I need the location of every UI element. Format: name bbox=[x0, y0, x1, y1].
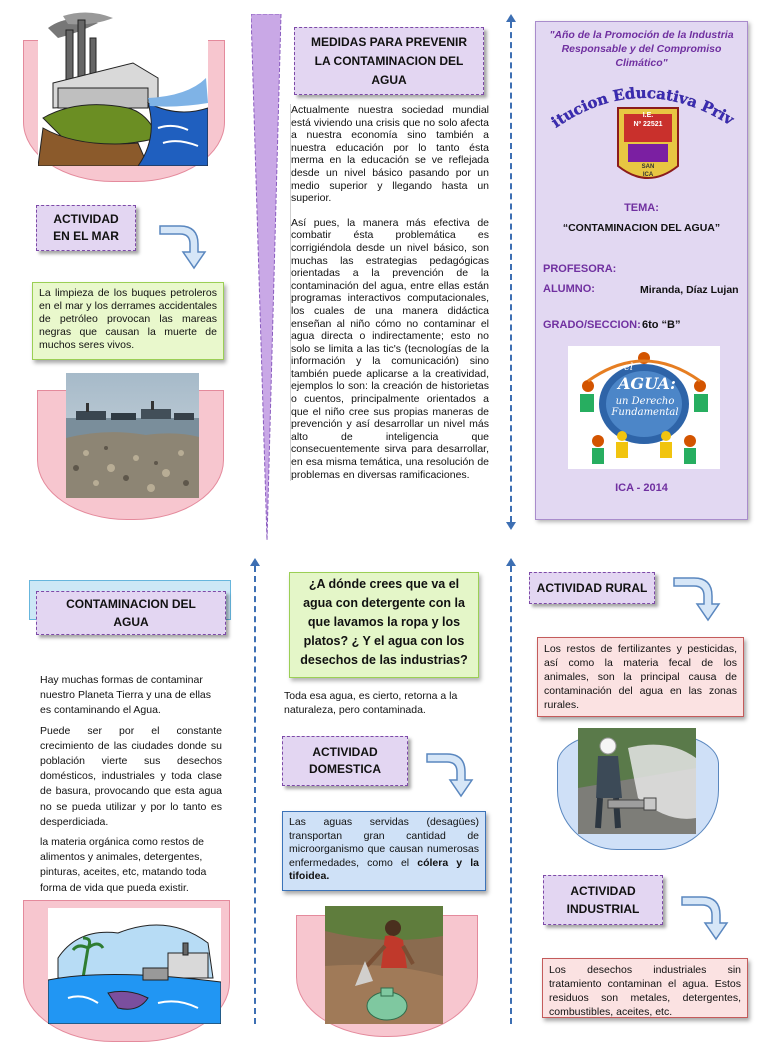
curved-arrow-icon bbox=[158, 222, 208, 272]
year-motto: "Año de la Promoción de la Industria Responsable y del Compromiso Climático" bbox=[549, 29, 734, 69]
industrial-text: Los desechos industriales sin tratamiento contaminan el agua. Estos residuos son metales, detergentes, combustibles, aceites, etc. bbox=[549, 964, 741, 1018]
medidas-para2: Así pues, la manera más efectiva de combatir ésta problemática es corrigiéndola desde un nivel básico, son muchas las estrategias pedagógicas orientadas a la prevención de la contaminación del agua, entre ellas están programas interactivos computacionales, los cuales de una manera didáctica enseñan al niño cómo no contaminar el agua directa o indirectamente; esto no solo se limita a las tic's (tecnologías de la información y la comunicación) sino también puede aplicarse a la creatividad, ejemplos lo son: la creación de historietas o cuentos, principalmente orientados a que el niño cree sus propias maneras de prevención y así desarrollar un nivel más alto de inteligencia que consecuentemente sirva para desarrollar, en esa misma temática, una resolución de problemas en diversas ramificaciones. bbox=[291, 216, 489, 481]
rural-text-box bbox=[537, 637, 744, 717]
curved-arrow-icon bbox=[425, 750, 475, 800]
industrial-text-box bbox=[542, 958, 748, 1018]
divider-arrow-down bbox=[506, 522, 516, 530]
school-crest bbox=[616, 106, 680, 190]
answer-text: Toda esa agua, es cierto, retorna a la naturaleza, pero contaminada. bbox=[284, 690, 458, 716]
tema-value: “CONTAMINACION DEL AGUA” bbox=[562, 222, 721, 234]
actividad-mar-title: ACTIVIDAD EN EL MAR bbox=[36, 205, 136, 251]
alumno-value: Miranda, Díaz Lujan bbox=[640, 284, 739, 296]
domestica-bold: cólera y la tifoidea. bbox=[289, 856, 480, 882]
grado-label: GRADO/SECCION: bbox=[543, 319, 641, 331]
medidas-title: MEDIDAS PARA PREVENIR LA CONTAMINACION DEL AGUA bbox=[294, 27, 484, 95]
crest-line3: SAN bbox=[641, 164, 655, 170]
grado-value: 6to “B” bbox=[642, 319, 681, 331]
bottom-divider-right bbox=[510, 566, 512, 1024]
bottom-divider-left bbox=[254, 566, 256, 1024]
contaminacion-p1: Hay muchas formas de contaminar nuestro Planeta Tierra y una de ellas es contaminando el Agua. bbox=[40, 674, 212, 717]
top-divider-right bbox=[510, 22, 512, 522]
poster-agua: AGUA: bbox=[618, 374, 676, 393]
curved-arrow-icon bbox=[672, 574, 722, 624]
crest-line4: ICA bbox=[642, 172, 654, 178]
contaminacion-body bbox=[40, 673, 222, 896]
question-box bbox=[289, 572, 479, 678]
mar-text-box bbox=[32, 282, 224, 360]
factory-illustration bbox=[38, 8, 208, 166]
actividad-rural-title: ACTIVIDAD RURAL bbox=[529, 572, 655, 604]
institution-name: itucion Educativa Priv bbox=[547, 83, 738, 132]
divider-arrow-up bbox=[506, 558, 516, 566]
oil-tankers-photo bbox=[66, 373, 199, 498]
contaminacion-p2: Puede ser por el constante crecimiento de las ciudades donde su población vierte sus desechos domésticos, industriales y toda clase de basura, provocando que esta agua no se pueda utilizar y por lo tanto es desperdiciada. bbox=[40, 724, 222, 828]
rural-text: Los restos de fertilizantes y pesticidas, así como la materia fecal de los animales, son la principal causa de contaminación del agua en las zonas rurales. bbox=[544, 643, 737, 711]
poster-subtitle: un Derecho Fundamental bbox=[611, 396, 679, 418]
vertical-triangle-divider bbox=[251, 14, 283, 540]
contaminacion-title: CONTAMINACION DEL AGUA bbox=[36, 591, 226, 635]
divider-arrow-up bbox=[250, 558, 260, 566]
poster-el: el bbox=[624, 362, 634, 373]
medidas-para1: Actualmente nuestra sociedad mundial está viviendo una crisis que no solo afecta a nuestra economía sino también a nuestra educación por lo tanto ésta merma en la educación se ve reflejada desde un nivel básico pasando por un medio superior y llegando hasta un superior. bbox=[291, 104, 489, 205]
medidas-body bbox=[290, 104, 489, 481]
woman-collecting-water-photo bbox=[325, 906, 443, 1024]
profesora-label: PROFESORA: bbox=[543, 263, 617, 275]
cover-footer: ICA - 2014 bbox=[615, 482, 668, 494]
crest-line1: I.E. bbox=[642, 112, 654, 119]
actividad-industrial-title: ACTIVIDAD INDUSTRIAL bbox=[543, 875, 663, 925]
question-text: ¿A dónde crees que va el agua con detergente con la que lavamos la ropa y los platos? ¿ Y el agua con los desechos de las industrias? bbox=[300, 577, 468, 667]
actividad-domestica-title: ACTIVIDAD DOMESTICA bbox=[282, 736, 408, 786]
sewage-illustration bbox=[48, 908, 221, 1024]
contaminacion-p3: la materia orgánica como restos de alimentos y animales, detergentes, pinturas, aceites, etc, matando toda forma de vida que pueda existir. bbox=[40, 836, 207, 894]
fumigation-photo bbox=[578, 728, 696, 834]
water-rights-poster bbox=[568, 346, 720, 469]
alumno-label: ALUMNO: bbox=[543, 283, 595, 295]
crest-line2: Nº 22521 bbox=[633, 121, 663, 128]
cover-panel bbox=[535, 21, 748, 520]
mar-text: La limpieza de los buques petroleros en el mar y los derrames accidentales de petróleo provocan las mareas negras que causan la muerte de muchos seres vivos. bbox=[39, 287, 217, 351]
domestica-text: Las aguas servidas (desagües) transportan gran cantidad de microorganismo que causan numerosas enfermedades, como el bbox=[289, 816, 479, 869]
divider-arrow-up bbox=[506, 14, 516, 22]
domestica-text-box bbox=[282, 811, 486, 891]
curved-arrow-icon bbox=[680, 893, 730, 943]
tema-label: TEMA: bbox=[624, 202, 659, 214]
